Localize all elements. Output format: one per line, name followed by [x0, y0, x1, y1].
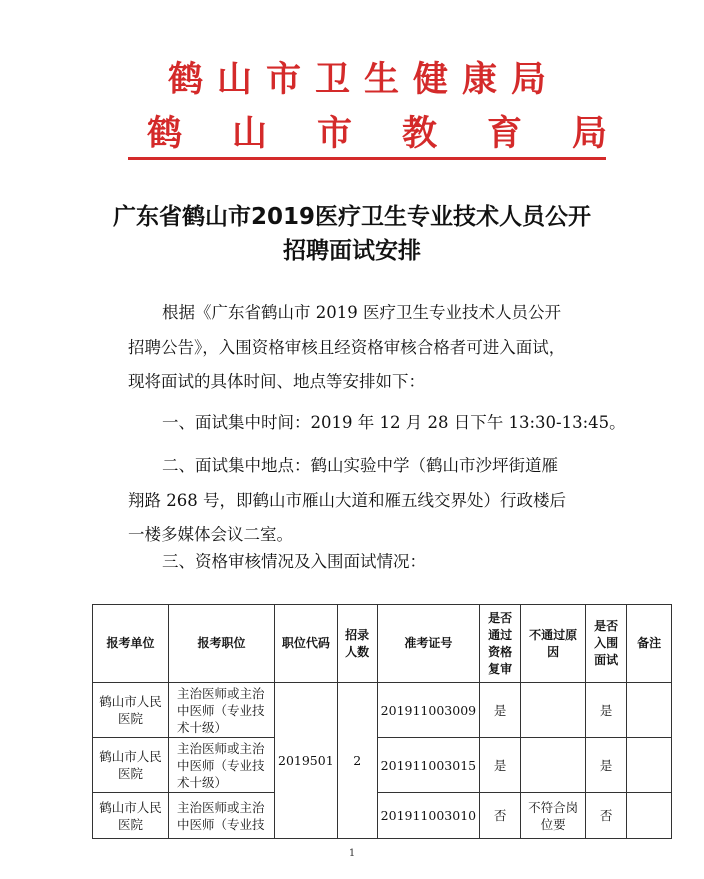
cell-unit: 鹤山市人民医院	[93, 738, 169, 793]
cell-position: 主治医师或主治中医师（专业技术十级）	[169, 683, 275, 738]
header-interview: 是否入围面试	[586, 605, 627, 683]
cell-passed: 是	[480, 738, 521, 793]
item-3-text: 三、资格审核情况及入围面试情况：	[162, 552, 426, 571]
cell-interview: 否	[586, 793, 627, 839]
header-ticket: 准考证号	[377, 605, 479, 683]
interview-qualification-table	[92, 604, 672, 839]
issuing-org-health-bureau: 鹤山市卫生健康局	[167, 60, 560, 100]
header-quota: 招录人数	[337, 605, 377, 683]
cell-passed: 否	[480, 793, 521, 839]
cell-unit: 鹤山市人民医院	[93, 793, 169, 839]
cell-interview: 是	[586, 738, 627, 793]
document-title-line-2: 招聘面试安排	[283, 238, 421, 264]
cell-passed: 是	[480, 683, 521, 738]
item-2-line: 一楼多媒体会议二室。	[128, 525, 293, 544]
item-2-line: 翔路 268 号，即鹤山市雁山大道和雁五线交界处）行政楼后	[128, 490, 566, 510]
header-position: 报考职位	[169, 605, 275, 683]
table-row	[93, 683, 672, 738]
table-row	[93, 738, 672, 793]
cell-reason: 不符合岗位要	[521, 793, 586, 839]
header-unit: 报考单位	[93, 605, 169, 683]
cell-interview: 是	[586, 683, 627, 738]
item-interview-time	[128, 406, 626, 441]
cell-note	[627, 683, 672, 738]
item-interview-location	[128, 449, 606, 553]
page-number: 1	[348, 848, 356, 859]
cell-ticket: 201911003010	[377, 793, 479, 839]
cell-position: 主治医师或主治中医师（专业技	[169, 793, 275, 839]
cell-note	[627, 738, 672, 793]
issuing-org-education-bureau: 鹤山市教育局	[146, 114, 657, 154]
cell-unit: 鹤山市人民医院	[93, 683, 169, 738]
item-1-text: 一、面试集中时间：2019 年 12 月 28 日下午 13:30-13:45。	[162, 413, 626, 432]
intro-line: 根据《广东省鹤山市 2019 医疗卫生专业技术人员公开	[162, 303, 561, 322]
cell-note	[627, 793, 672, 839]
document-title-line-1: 广东省鹤山市2019医疗卫生专业技术人员公开	[112, 204, 591, 230]
cell-ticket: 201911003015	[377, 738, 479, 793]
red-header-divider	[128, 157, 606, 160]
header-reason: 不通过原因	[521, 605, 586, 683]
cell-code: 2019501	[275, 683, 338, 839]
intro-line: 招聘公告》，入围资格审核且经资格审核合格者可进入面试，	[128, 337, 566, 357]
intro-line: 现将面试的具体时间、地点等安排如下：	[128, 372, 425, 391]
item-2-line: 二、面试集中地点：鹤山实验中学（鹤山市沙坪街道雁	[162, 456, 558, 475]
cell-reason	[521, 738, 586, 793]
header-code: 职位代码	[275, 605, 338, 683]
header-note: 备注	[627, 605, 672, 683]
header-passed: 是否通过资格复审	[480, 605, 521, 683]
cell-reason	[521, 683, 586, 738]
item-review-status	[128, 545, 606, 580]
cell-quota: 2	[337, 683, 377, 839]
table-header-row	[93, 605, 672, 683]
cell-ticket: 201911003009	[377, 683, 479, 738]
table-row	[93, 793, 672, 839]
intro-paragraph	[128, 296, 606, 400]
cell-position: 主治医师或主治中医师（专业技术十级）	[169, 738, 275, 793]
